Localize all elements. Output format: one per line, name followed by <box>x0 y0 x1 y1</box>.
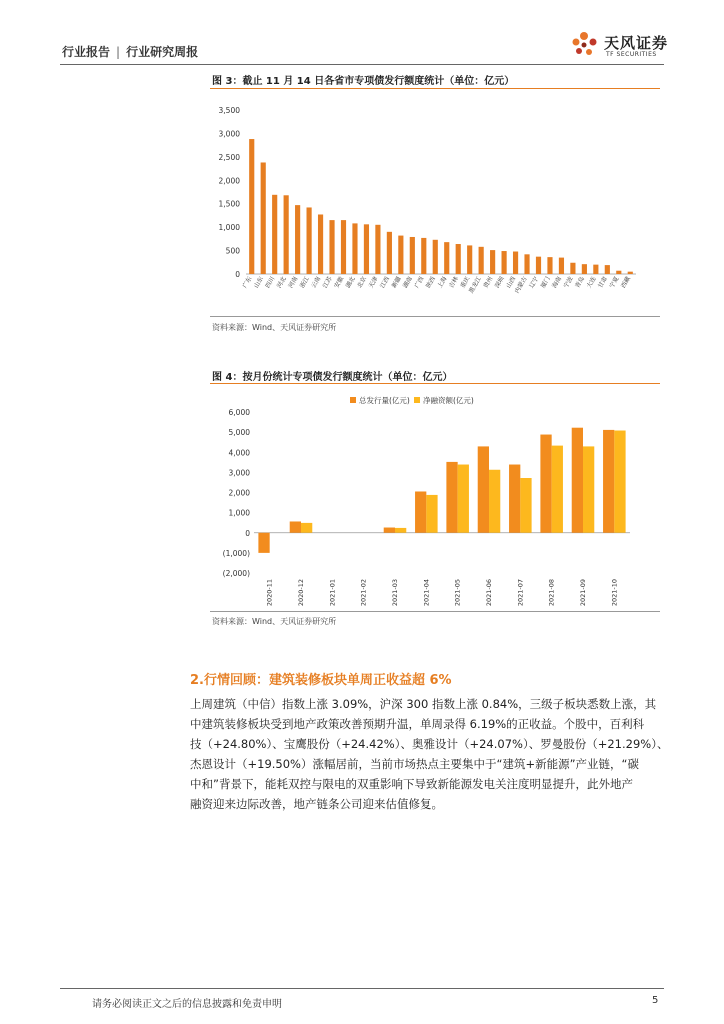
section-title: 2.行情回顾：建筑装修板块单周正收益超 6% <box>190 673 452 688</box>
x-tick-label: 内蒙古 <box>513 275 529 295</box>
bar-2021-04-s0 <box>415 491 426 532</box>
figure3-source: 资料来源：Wind、天风证券研究所 <box>212 323 337 332</box>
bar-2021-10-s0 <box>603 430 614 533</box>
x-tick-label: 2021-01 <box>328 579 337 607</box>
bar-天津 <box>375 225 380 274</box>
y-tick-label: 3,500 <box>218 106 240 115</box>
x-tick-label: 宁夏 <box>608 275 621 290</box>
bar-大连 <box>593 265 598 274</box>
x-tick-label: 甘肃 <box>596 275 610 290</box>
x-tick-label: 2021-04 <box>422 579 431 607</box>
bar-上海 <box>444 242 449 274</box>
bar-2021-06-s1 <box>489 470 500 533</box>
x-tick-label: 宁波 <box>562 275 575 290</box>
x-tick-label: 2021-09 <box>579 579 587 607</box>
x-tick-label: 2021-08 <box>547 579 556 607</box>
bar-新疆 <box>398 236 403 274</box>
figure4-title-rule <box>210 383 660 384</box>
x-tick-label: 广西 <box>413 275 426 290</box>
figure4-source-rule <box>210 611 660 612</box>
paragraph-line: 中和”背景下，能耗双控与限电的双重影响下导致新能源发电关注度明显提升，此外地产 <box>190 777 633 791</box>
logo-name: 天风证券 <box>604 34 669 52</box>
paragraph-line: 中建筑装修板块受到地产政策改善预期升温，单周录得 6.19%的正收益。个股中，百利科 <box>190 717 645 731</box>
tf-securities-logo <box>566 26 676 62</box>
bar-湖南 <box>410 237 415 274</box>
y-tick-label: 1,000 <box>228 508 250 518</box>
x-tick-label: 山西 <box>505 275 518 290</box>
x-tick-label: 四川 <box>264 275 277 290</box>
bar-青岛 <box>582 264 587 274</box>
x-tick-label: 青岛 <box>574 275 587 290</box>
bar-2021-08-s1 <box>552 446 563 533</box>
y-tick-label: 0 <box>235 270 240 279</box>
x-tick-label: 2021-05 <box>453 579 462 607</box>
x-tick-label: 河北 <box>275 275 288 290</box>
bar-安徽 <box>341 220 346 274</box>
paragraph-line: 融资迎来边际改善，地产链条公司迎来估值修复。 <box>190 797 443 811</box>
bar-2021-04-s1 <box>426 495 437 533</box>
x-tick-label: 湖北 <box>344 275 357 290</box>
footer-disclaimer: 请务必阅读正文之后的信息披露和免责申明 <box>92 999 282 1010</box>
bar-云南 <box>318 214 323 274</box>
x-tick-label: 天津 <box>367 275 380 290</box>
y-tick-label: 4,000 <box>228 448 250 458</box>
bar-2021-07-s1 <box>520 478 531 533</box>
section-paragraph <box>190 694 669 814</box>
paragraph-line: 杰恩设计（+19.50%）涨幅居前，当前市场热点主要集中于“建筑+新能源”产业链，“碳 <box>190 757 639 771</box>
bar-2021-09-s1 <box>583 446 594 532</box>
x-tick-label: 海南 <box>551 275 564 290</box>
x-tick-label: 北京 <box>356 275 369 290</box>
bar-2021-05-s1 <box>458 465 469 533</box>
x-tick-label: 贵州 <box>482 275 495 290</box>
bar-海南 <box>559 258 564 274</box>
bar-广东 <box>249 139 254 274</box>
tf-logo-icon <box>566 26 602 62</box>
x-tick-label: 河南 <box>287 275 300 290</box>
y-tick-label: (2,000) <box>222 569 250 578</box>
x-tick-label: 山东 <box>252 275 265 290</box>
legend-swatch-0 <box>350 397 356 403</box>
x-tick-label: 黑龙江 <box>467 275 483 295</box>
bar-广西 <box>421 238 426 274</box>
x-tick-label: 辽宁 <box>528 275 541 290</box>
bar-重庆 <box>467 245 472 274</box>
paragraph-line: 上周建筑（中信）指数上涨 3.09%，沪深 300 指数上涨 0.84%，三级子板块悉数上涨，其 <box>190 697 657 711</box>
x-tick-label: 新疆 <box>390 275 403 290</box>
bar-2021-09-s0 <box>572 428 583 533</box>
x-tick-label: 云南 <box>310 275 323 290</box>
x-tick-label: 2021-07 <box>516 579 525 607</box>
bar-西藏 <box>628 272 633 274</box>
y-tick-label: 1,000 <box>218 223 240 233</box>
x-tick-label: 2021-10 <box>610 579 619 607</box>
x-tick-label: 2021-03 <box>391 579 399 607</box>
bar-2021-03-s1 <box>395 528 406 533</box>
x-tick-label: 大连 <box>585 275 598 290</box>
bar-山东 <box>261 162 266 274</box>
bar-2021-03-s0 <box>384 528 395 533</box>
bar-宁夏 <box>616 271 621 274</box>
x-tick-label: 江苏 <box>321 275 334 290</box>
figure3-source-rule <box>210 316 660 317</box>
x-tick-label: 陕西 <box>424 275 437 290</box>
bar-2020-12-s0 <box>290 521 301 532</box>
figure4-source: 资料来源：Wind、天风证券研究所 <box>212 617 337 626</box>
x-tick-label: 浙江 <box>298 275 311 290</box>
bar-江苏 <box>329 220 334 274</box>
x-tick-label: 2021-06 <box>485 579 493 607</box>
x-tick-label: 深圳 <box>493 275 506 290</box>
paragraph-line: 技（+24.80%）、宝鹰股份（+24.42%）、奥雅设计（+24.07%）、罗曼股份（+21.29%）、 <box>190 737 669 751</box>
bar-吉林 <box>456 244 461 274</box>
y-tick-label: 0 <box>245 528 250 538</box>
logo-subtitle: TF SECURITIES <box>606 51 657 58</box>
x-tick-label: 西藏 <box>619 275 632 290</box>
y-tick-label: 5,000 <box>228 428 250 438</box>
figure3-title-rule <box>210 88 660 89</box>
report-header <box>62 43 198 60</box>
footer-divider <box>60 988 664 989</box>
bar-浙江 <box>307 207 312 274</box>
x-tick-label: 2021-02 <box>359 579 368 607</box>
bar-湖北 <box>352 223 357 274</box>
bar-河北 <box>284 195 289 274</box>
bar-山西 <box>513 252 518 274</box>
legend-label-0: 总发行量(亿元) <box>359 396 410 405</box>
figure4-chart <box>210 388 660 610</box>
y-tick-label: 2,500 <box>218 152 240 162</box>
bar-陕西 <box>433 240 438 274</box>
bar-宁波 <box>570 263 575 274</box>
bar-河南 <box>295 205 300 274</box>
header-separator: | <box>116 45 121 59</box>
bar-厦门 <box>547 257 552 274</box>
y-tick-label: 3,000 <box>218 129 240 139</box>
header-divider <box>60 64 664 65</box>
y-tick-label: (1,000) <box>222 548 250 558</box>
page-number: 5 <box>652 995 659 1006</box>
x-tick-label: 江西 <box>379 275 392 290</box>
bar-辽宁 <box>536 257 541 274</box>
legend-swatch-1 <box>414 397 420 403</box>
bar-2021-06-s0 <box>478 446 489 532</box>
bar-内蒙古 <box>524 254 529 274</box>
y-tick-label: 6,000 <box>228 408 250 417</box>
figure3-title: 图 3：截止 11 月 14 日各省市专项债发行额度统计（单位：亿元） <box>212 76 515 87</box>
x-tick-label: 湖南 <box>401 275 415 290</box>
bar-2020-12-s1 <box>301 523 312 533</box>
bar-四川 <box>272 195 277 274</box>
bar-江西 <box>387 232 392 274</box>
y-tick-label: 2,000 <box>228 488 250 498</box>
bar-黑龙江 <box>479 247 484 274</box>
y-tick-label: 2,000 <box>218 176 240 186</box>
header-category: 行业报告 <box>62 45 111 59</box>
y-tick-label: 500 <box>225 246 240 256</box>
header-subcategory: 行业研究周报 <box>126 45 199 59</box>
figure3-chart <box>210 96 660 314</box>
bar-2020-11-s0 <box>258 533 269 553</box>
x-tick-label: 吉林 <box>447 275 460 290</box>
bar-2021-10-s1 <box>614 431 625 533</box>
x-tick-label: 2020-11 <box>265 579 274 607</box>
x-tick-label: 安徽 <box>333 275 346 290</box>
figure4-title: 图 4：按月份统计专项债发行额度统计（单位：亿元） <box>212 372 453 383</box>
x-tick-label: 厦门 <box>539 275 552 290</box>
x-tick-label: 2020-12 <box>297 579 305 607</box>
bar-深圳 <box>502 251 507 274</box>
x-tick-label: 广东 <box>241 275 254 290</box>
bar-2021-07-s0 <box>509 465 520 533</box>
bar-甘肃 <box>605 265 610 274</box>
bar-2021-05-s0 <box>446 462 457 533</box>
bar-贵州 <box>490 250 495 274</box>
y-tick-label: 1,500 <box>218 199 240 209</box>
legend-label-1: 净融资额(亿元) <box>423 396 474 405</box>
x-tick-label: 重庆 <box>459 275 472 290</box>
x-tick-label: 上海 <box>436 275 449 290</box>
bar-2021-08-s0 <box>540 435 551 533</box>
y-tick-label: 3,000 <box>228 468 250 478</box>
bar-北京 <box>364 224 369 274</box>
